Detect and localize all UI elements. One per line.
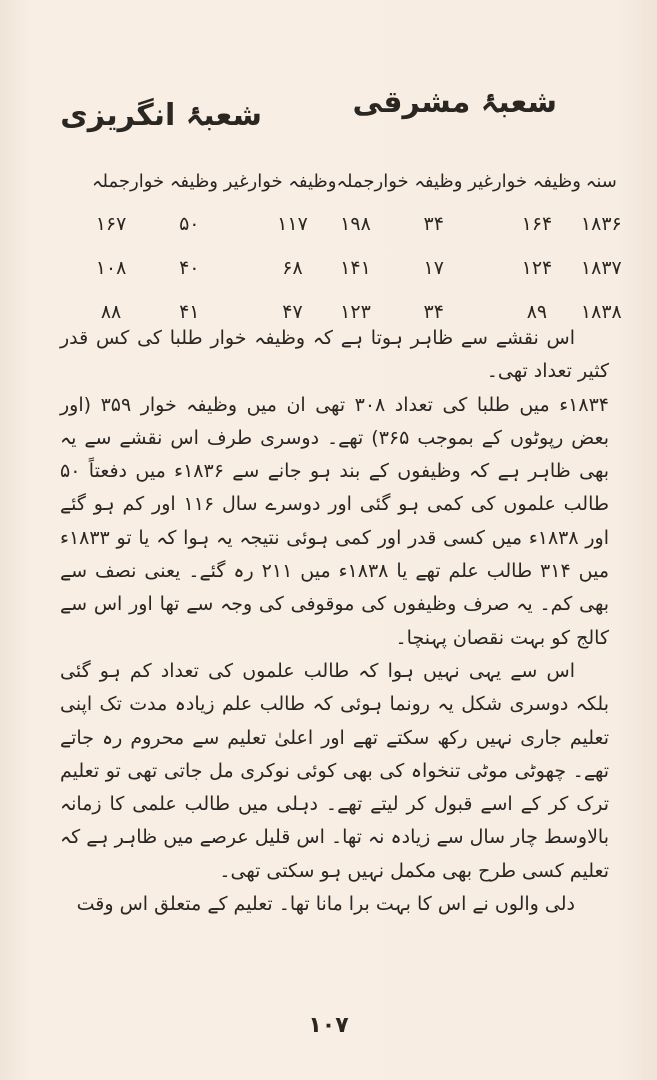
table-row xyxy=(92,202,622,246)
table-cell: ۶۸ xyxy=(282,257,303,279)
paragraph: ۱۸۳۴ء میں طلبا کی تعداد ۳۰۸ تھی ان میں وظیفہ خوار ۳۵۹ (اور بعض رپوٹوں کے بموجب ۳۶۵) تھے۔ دوسری طرف اس نقشے سے یہ بھی ظاہر ہے کہ وظیفوں کے بند ہو جانے سے ۱۸۳۶ء میں دفعتاً ۵۰ طالب علموں کی کمی ہو گئی اور دوسرے سال ۱۱۶ اور کم ہو گئے اور ۱۸۳۸ء میں کسی قدر اور کمی ہوئی نتیجہ یہ ہوا کہ یا تو ۱۸۳۳ء میں ۳۱۴ طالب علم تھے یا ۱۸۳۸ء میں ۲۱۱ رہ گئے۔ یعنی نصف سے بھی کم۔ یہ صرف وظیفوں کی موقوفی کی وجہ سے تھا اور اس سے کالج کو بہت نقصان پہنچا۔ xyxy=(60,393,610,649)
heading-english-department: شعبۂ انگریزی xyxy=(60,98,262,133)
table-cell: ۱۷ xyxy=(423,257,444,279)
table-cell: ۱۲۳ xyxy=(340,301,371,323)
table-cell: ۴۰ xyxy=(179,257,200,279)
table-cell: ۱۸۳۶ xyxy=(580,213,622,235)
table-cell: ۱۶۷ xyxy=(95,213,127,235)
page-number: ۱۰۷ xyxy=(308,1013,349,1038)
table-cell: ۱۱۷ xyxy=(277,213,308,235)
col-header-total-english: جملہ xyxy=(92,170,131,192)
table-cell: ۱۶۴ xyxy=(521,213,553,235)
table-cell: ۴۷ xyxy=(282,301,303,323)
table-cell: ۸۹ xyxy=(526,301,548,323)
table-cell: ۱۸۳۷ xyxy=(580,257,622,279)
enrollment-table xyxy=(92,160,622,334)
body-text xyxy=(60,322,609,921)
table-cell: ۵۰ xyxy=(179,213,200,235)
table-cell: ۱۲۴ xyxy=(521,257,553,279)
col-header-stipend-east: وظیفہ خوار xyxy=(492,170,581,192)
col-header-stipend-english: وظیفہ خوار xyxy=(248,170,337,192)
table-cell: ۳۴ xyxy=(423,301,444,323)
table-cell: ۸۸ xyxy=(100,301,122,323)
col-header-non-stipend-east: غیر وظیفہ خوار xyxy=(374,170,493,192)
paragraph: دلی والوں نے اس کا بہت برا مانا تھا۔ تعلیم کے متعلق اس وقت xyxy=(76,893,575,916)
col-header-non-stipend-english: غیر وظیفہ خوار xyxy=(130,170,249,192)
table-row xyxy=(92,246,622,290)
table-cell: ۳۴ xyxy=(423,213,444,235)
table-cell: ۱۴۱ xyxy=(340,257,371,279)
table-cell: ۴۱ xyxy=(179,301,200,323)
table-cell: ۱۸۳۸ xyxy=(580,301,622,323)
table-cell: ۱۰۸ xyxy=(95,257,127,279)
paragraph: اس نقشے سے ظاہر ہوتا ہے کہ وظیفہ خوار طلبا کی کس قدر کثیر تعداد تھی۔ xyxy=(60,327,609,383)
col-header-year: سنہ xyxy=(585,170,617,192)
heading-eastern-department: شعبۂ مشرقی xyxy=(352,85,557,120)
table-cell: ۱۹۸ xyxy=(340,213,371,235)
table-header-row xyxy=(92,160,622,202)
col-header-total-east: جملہ xyxy=(336,170,375,192)
paragraph: اس سے یہی نہیں ہوا کہ طالب علموں کی تعداد کم ہو گئی بلکہ دوسری شکل یہ رونما ہوئی کہ طالب علم زیادہ مدت تک اپنی تعلیم جاری نہیں رکھ سکتے تھے اور اعلیٰ تعلیم سے محروم رہ جاتے تھے۔ چھوٹی موٹی تنخواہ کی بھی کوئی نوکری مل جاتی تھی تو تعلیم ترک کر کے اسے قبول کر لیتے تھے۔ دہلی میں طالب علمی کا زمانہ بالاوسط چار سال سے زیادہ نہ تھا۔ اس قلیل عرصے میں ظاہر ہے کہ تعلیم کسی طرح بھی مکمل نہیں ہو سکتی تھی۔ xyxy=(60,659,609,882)
